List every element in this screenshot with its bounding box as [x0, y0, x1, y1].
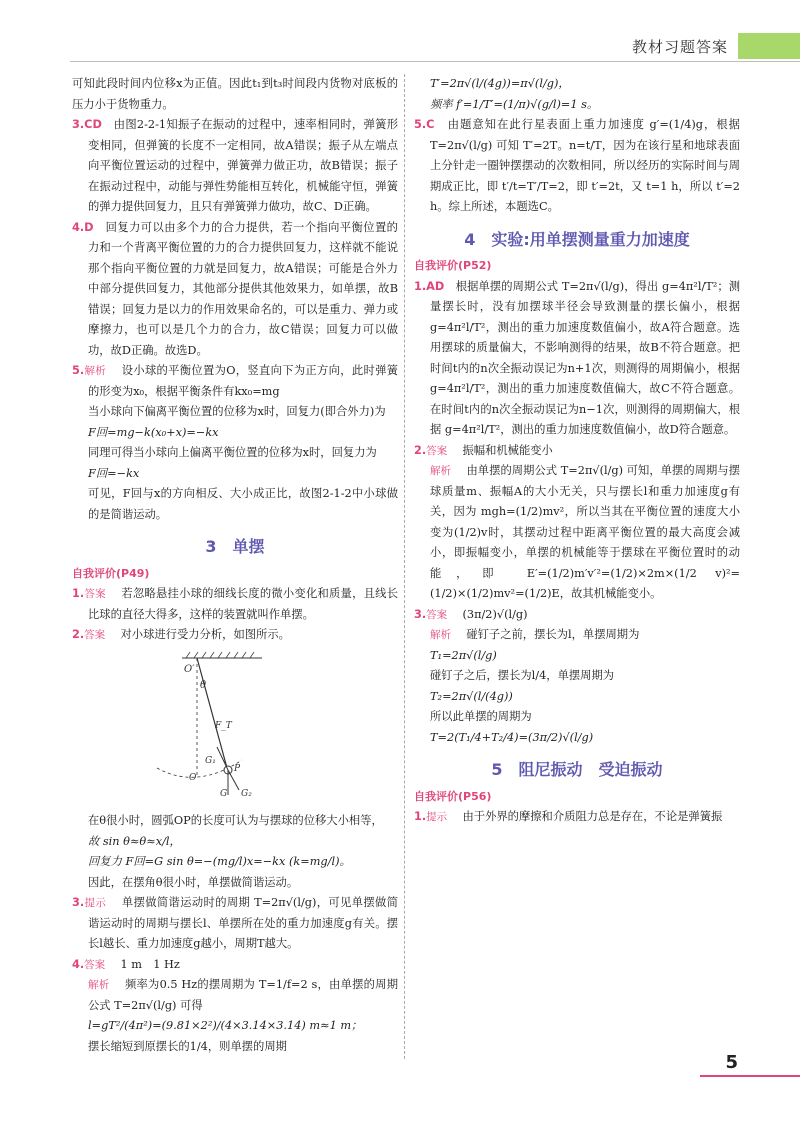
item-number: 4. [72, 957, 85, 971]
item-number: 5.C [414, 118, 435, 131]
item-text: 摆长缩短到原摆长的1/4，则单摆的周期 [88, 1039, 287, 1053]
item-number: 2. [414, 443, 427, 457]
answer-tag: 答案 [84, 958, 106, 971]
answer-item-5 [72, 361, 398, 402]
self-evaluation-label: 自我评价(P56) [414, 789, 492, 803]
item-answer: (3π/2)√(l/g) [462, 607, 528, 621]
answer-item-3 [72, 893, 398, 955]
equation: T′=2π√(l/(4g))=π√(l/g)， [430, 77, 570, 90]
label-G: G [220, 788, 228, 799]
pendulum-figure [142, 650, 342, 800]
answer-item-1 [414, 807, 740, 828]
item-number: 3. [72, 896, 85, 909]
page-number: 5 [725, 1052, 738, 1073]
item-text: 当小球向下偏离平衡位置的位移为x时，回复力(即合外力)为 [88, 405, 386, 418]
analysis-block [414, 461, 740, 605]
item-number: 1.AD [414, 279, 445, 293]
equation: T₂=2π√(l/(4g)) [430, 689, 513, 703]
equation: T₁=2π√(l/g) [430, 648, 497, 662]
item-text: 可见，F回与x的方向相反、大小成正比，故图2-1-2中小球做的是简谐运动。 [88, 487, 398, 521]
footer-accent-line [700, 1075, 800, 1077]
item-text: 由于外界的摩擦和介质阻力总是存在，不论是弹簧振 [462, 810, 723, 823]
analysis-tag: 解析 [84, 365, 107, 377]
item-text: 设小球的平衡位置为O，竖直向下为正方向，此时弹簧的形变为x₀，根据平衡条件有kx₀=mg [88, 364, 398, 398]
answer-tag: 答案 [426, 608, 448, 621]
self-evaluation-label: 自我评价(P52) [414, 259, 492, 272]
item-text: 同理可得当小球向上偏离平衡位置的位移为x时，回复力为 [88, 446, 377, 459]
item-number: 1. [414, 810, 427, 823]
label-O: O [189, 772, 197, 783]
answer-item-2 [414, 441, 740, 462]
equation: l=gT²/(4π²)=(9.81×2²)/(4×3.14×3.14) m≈1 m； [88, 1019, 363, 1032]
label-theta: θ [200, 679, 207, 691]
item-text: 由图2-2-1知振子在振动的过程中，速率相同时，弹簧形变相同，但弹簧的长度不一定相同，故A错误；振子从左端点向平衡位置运动的过程中，弹簧弹力做正功，故B错误；振子在振动过程中，动能与弹性势能相互转化，机械能守恒，弹簧的弹力提供回复力，且只有弹簧弹力做功，故C、D正确。 [88, 118, 398, 213]
item-text: 在θ很小时，圆弧OP的长度可认为与摆球的位移大小相等， [88, 814, 383, 827]
label-G1: G₁ [205, 755, 216, 766]
hint-tag: 提示 [84, 897, 107, 909]
item-number: 5. [72, 364, 85, 377]
analysis-block [414, 625, 740, 646]
left-column [72, 74, 398, 1057]
item-answer: 1 m 1 Hz [120, 957, 180, 971]
answer-item-3 [72, 115, 398, 218]
right-column [414, 74, 740, 828]
item-text: 所以此单摆的周期为 [430, 710, 532, 723]
item-text: 单摆做简谐运动时的周期 T=2π√(l/g)，可见单摆做简谐运动时的周期与摆长l、单摆所在处的重力加速度g有关。摆长l越长、重力加速度g越小，周期T越大。 [88, 896, 399, 950]
item-text: 回复力可以由多个力的合力提供，若一个指向平衡位置的力和一个背离平衡位置的力的合力提供回复力，这样就不能说那个指向平衡位置的力就是回复力，故A错误；可能是合外力中部分提供回复力，其他部分提供其他效果力，如单摆，故B错误；回复力是以力的作用效果命名的，可以是重力、弹力或摩擦力，也可以是几个力的合力，故C错误；回复力可以做功，故D正确。故选D。 [88, 220, 398, 357]
equation: F回=−kx [88, 466, 140, 480]
item-text: 碰钉子之前，摆长为l，单摆周期为 [466, 628, 640, 641]
section-heading-3: 3 单摆 [205, 537, 265, 556]
item-answer: 振幅和机械能变小 [462, 443, 553, 457]
header-rule [70, 61, 800, 62]
answer-item-1 [414, 277, 740, 441]
answer-tag: 答案 [426, 444, 448, 457]
item-text: 若忽略悬挂小球的细线长度的微小变化和质量，且线长比球的直径大得多，这样的装置就叫作单摆。 [88, 587, 398, 621]
item-text: 频率为0.5 Hz的摆周期为 T=1/f=2 s，由单摆的周期公式 T=2π√(l/g) 可得 [88, 978, 398, 1012]
self-evaluation-label: 自我评价(P49) [72, 566, 150, 580]
item-text: 由单摆的周期公式 T=2π√(l/g) 可知，单摆的周期与摆球质量m、振幅A的大小无关，只与摆长l和重力加速度g有关，因为 mgh=(1/2)mv²，所以当其在平衡位置的速度大小变为(1/2)v时，其摆动过程中距离平衡位置的最大高度会减小，即振幅变小，单摆的机械能等于摆球在平衡位置时的动能，即 E′=(1/2)m′v′²=(1/2)×2m×(1/2 v)²=(1/2)×(1/2)mv²=(1/2)E，故其机械能变小。 [430, 464, 740, 600]
equation: 回复力 F回=G sin θ=−(mg/l)x=−kx (k=mg/l)。 [88, 855, 351, 868]
analysis-block [72, 975, 398, 1016]
section-heading-5: 5 阻尼振动 受迫振动 [491, 760, 663, 779]
equation: 频率 f′=1/T′=(1/π)√(g/l)=1 s。 [430, 97, 599, 111]
answer-item-5 [414, 115, 740, 218]
item-number: 3. [414, 607, 427, 621]
item-number: 3.CD [72, 118, 102, 131]
item-text: 对小球进行受力分析，如图所示。 [120, 628, 290, 641]
item-text: 由题意知在此行星表面上重力加速度 g′=(1/4)g，根据 T=2π√(l/g) 可知 T′=2T。n=t/T，因为在该行星和地球表面上分针走一圈钟摆摆动的次数相同，所以经历的实际时间与周期成正比，即 t′/t=T′/T=2，即 t′=2t，又 t=1 h，所以 t′=2 h。综上所述，本题选C。 [430, 118, 740, 213]
header-title: 教材习题答案 [631, 38, 728, 56]
equation: 故 sin θ≈θ≈x/l， [88, 834, 181, 848]
answer-item-2 [72, 625, 398, 646]
page-header [0, 0, 800, 60]
header-color-tab [738, 33, 800, 59]
analysis-tag: 解析 [88, 979, 110, 991]
column-divider [404, 74, 405, 1059]
answer-tag: 答案 [84, 629, 106, 641]
answer-item-1 [72, 584, 398, 625]
item-text: 碰钉子之后，摆长为l/4，单摆周期为 [430, 669, 615, 682]
equation: F回=mg−k(x₀+x)=−kx [88, 425, 219, 439]
hint-tag: 提示 [426, 811, 448, 823]
equation: T=2(T₁/4+T₂/4)=(3π/2)√(l/g) [430, 730, 594, 744]
item-number: 1. [72, 587, 85, 600]
answer-item-4 [72, 218, 398, 362]
item-number: 2. [72, 628, 85, 641]
answer-tag: 答案 [84, 588, 106, 600]
analysis-tag: 解析 [430, 465, 452, 477]
label-FT: F_T [215, 720, 232, 731]
section-heading-4: 4 实验:用单摆测量重力加速度 [464, 229, 690, 249]
label-P: P [234, 763, 241, 774]
analysis-tag: 解析 [430, 629, 451, 641]
item-text: 因此，在摆角θ很小时，单摆做简谐运动。 [88, 875, 299, 889]
label-G2: G₂ [241, 788, 252, 799]
answer-item-3 [414, 605, 740, 626]
continuation-paragraph: 可知此段时间内位移x为正值。因此t₁到t₃时间段内货物对底板的压力小于货物重力。 [72, 77, 398, 111]
item-number: 4.D [72, 220, 94, 234]
item-text: 根据单摆的周期公式 T=2π√(l/g)，得出 g=4π²l/T²；测量摆长时，没有加摆球半径会导致测量的摆长偏小，根据 g=4π²l/T²，测出的重力加速度数值偏小，故A符合题意。选用摆球的质量偏大，不影响测得的结果，故B不符合题意。把时间t内的n次全振动误记为n+1次，则测得的周期偏小，根据 g=4π²l/T²，测出的重力加速度数值偏大，故C不符合题意。在时间t内的n次全振动误记为n−1次，则测得的周期偏大，根据 g=4π²l/T²，测出的重力加速度数值偏小，故D符合题意。 [430, 279, 740, 436]
label-O-prime: O′ [184, 663, 195, 675]
answer-item-4 [72, 955, 398, 976]
